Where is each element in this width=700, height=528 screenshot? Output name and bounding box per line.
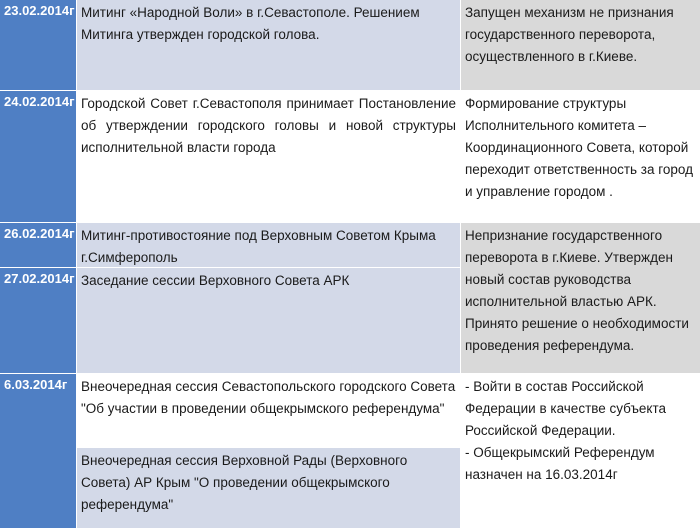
row-1-date: 23.02.2014г [0, 0, 76, 90]
row-3-event: Митинг-противостояние под Верховным Советом Крыма г.Симферополь [77, 223, 460, 267]
row-5-date: 6.03.2014г [0, 374, 76, 528]
row-2-result: Формирование структуры Исполнительного комитета – Координационного Совета, которой переходит ответственность за город и управление городом . [461, 91, 700, 222]
row-1-event: Митинг «Народной Воли» в г.Севастополе. Решением Митинга утвержден городской голова. [77, 0, 460, 90]
row-4-date: 27.02.2014г [0, 268, 76, 373]
row-3-date: 26.02.2014г [0, 223, 76, 267]
row-5-result-item-1: - Войти в состав Российской Федерации в качестве субъекта Российской Федерации. [465, 379, 667, 438]
row-5-result [461, 374, 700, 528]
row-4-event: Заседание сессии Верховного Совета АРК [77, 268, 460, 373]
row-1-result: Запущен механизм не признания государственного переворота, осуществленного в г.Киеве. [461, 0, 700, 90]
row-2-event: Городской Совет г.Севастополя принимает Постановление об утверждении городского головы и новой структуры исполнительной власти города [77, 91, 460, 222]
row-3-4-result: Непризнание государственного переворота в г.Киеве. Утвержден новый состав руководства исполнительной властью АРК. Принято решение о необходимости проведения референдума. [461, 223, 700, 373]
row-5-result-item-2: - Общекрымский Референдум назначен на 16.03.2014г [465, 445, 655, 482]
row-5-event-2: Внеочередная сессия Верховной Рады (Верховного Совета) АР Крым "О проведении общекрымского референдума" [77, 448, 460, 528]
row-2-date: 24.02.2014г [0, 91, 76, 222]
row-5-event-1: Внеочередная сессия Севастопольского городского Совета "Об участии в проведении общекрымского референдума" [77, 374, 460, 447]
